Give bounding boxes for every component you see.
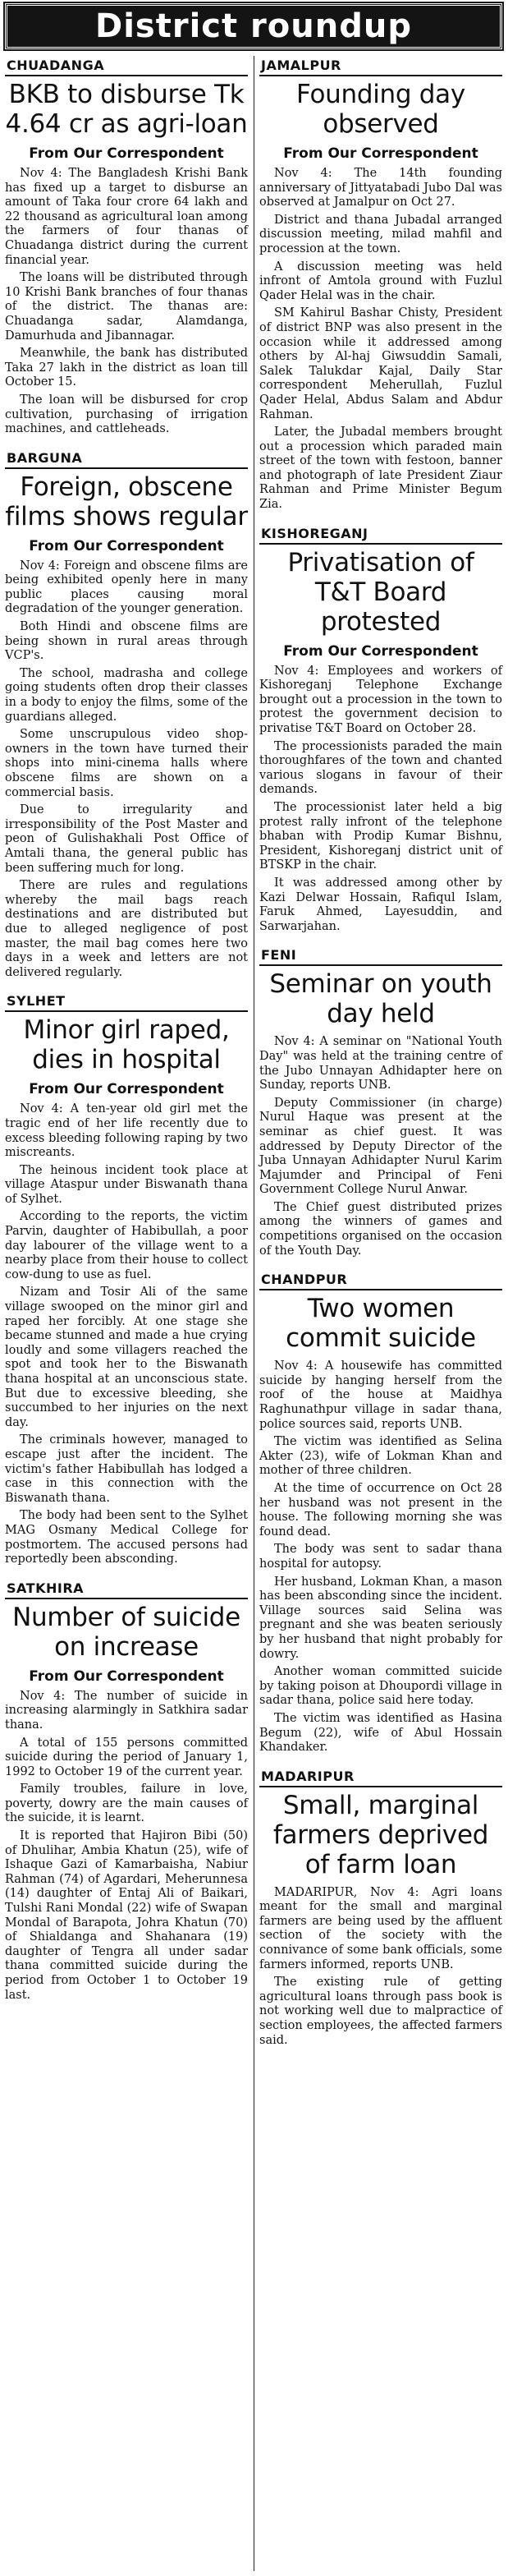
story-feni [259, 945, 502, 1258]
paragraph: SM Kahirul Bashar Chisty, President of district BNP was also present in the occasion while it addressed among others by Al-haj Giwsuddin Samali, Salek Talukdar Kajal, Daily Star correspondent Meherullah, Fuzlul Qader Helal, Abdus Salam and Abdur Rahman. [259, 306, 502, 421]
paragraph: The existing rule of getting agricultural loans through pass book is not working well due to malpractice of section employees, the affected farmers said. [259, 1976, 502, 2047]
paragraph: A discussion meeting was held infront of Amtola ground with Fuzlul Qader Helal was in the chair. [259, 260, 502, 302]
story-jamalpur [259, 56, 502, 513]
paragraph: Due to irregularity and irresponsibility of the Post Master and peon of Gulishakhali Post Office of Amtali thana, the general public has been suffering much for long. [5, 803, 248, 875]
dateline: MADARIPUR [259, 1767, 502, 1787]
headline: BKB to disburse Tk 4.64 cr as agri-loan [5, 80, 248, 139]
left-column [5, 56, 248, 2014]
dateline: FENI [259, 945, 502, 966]
paragraph: Her husband, Lokman Khan, a mason has been absconding since the incident. Village sources said Selina was pregnant and she was beaten seriously by her husband that night probably for dowry. [259, 1575, 502, 1661]
paragraph: It was addressed among other by Kazi Delwar Hossain, Rafiqul Islam, Faruk Ahmed, Layesuddin, and Sarwarjahan. [259, 876, 502, 933]
headline: Small, marginal farmers deprived of farm loan [272, 1790, 489, 1879]
dateline: SATKHIRA [5, 1579, 248, 1599]
right-column [259, 56, 502, 2059]
paragraph: According to the reports, the victim Parvin, daughter of Habibullah, a poor day labourer of the village went to a nearby place from their house to collect cow-dung to use as fuel. [5, 1210, 248, 1281]
story-satkhira [5, 1579, 248, 2003]
dateline: KISHOREGANJ [259, 524, 502, 545]
byline: From Our Correspondent [29, 537, 224, 554]
story-sylhet [5, 991, 248, 1566]
dateline: JAMALPUR [259, 56, 502, 76]
paragraph: The body was sent to sadar thana hospital for autopsy. [259, 1543, 502, 1571]
paragraph: Nov 4: A housewife has committed suicide by hanging herself from the roof of the house at Maidhya Raghunathpur village in sadar thana, police sources said, reports UNB. [259, 1359, 502, 1431]
paragraph: The loan will be disbursed for crop cultivation, purchasing of irrigation machines, and cattleheads. [5, 393, 248, 436]
paragraph: Nov 4: Foreign and obscene films are being exhibited openly here in many public places causing moral degradation of the younger generation. [5, 559, 248, 616]
paragraph: The body had been sent to the Sylhet MAG Osmany Medical College for postmortem. The accused persons had reportedly been absconding. [5, 1509, 248, 1566]
dateline: BARGUNA [5, 448, 248, 469]
paragraph: The processionists paraded the main thoroughfares of the town and chanted various slogans in favour of their demands. [259, 739, 502, 797]
headline: Privatisation of T&T Board protested [287, 547, 474, 637]
paragraph: It is reported that Hajiron Bibi (50) of Dhulihar, Ambia Khatun (25), wife of Ishaque Gazi of Kamarbaisha, Nabiur Rahman (74) of Agardari, Meherunnesa (14) daughter of Entaj Ali of Baikari, Tulshi Rani Mondal (22) wife of Swapan Mondal of Barapota, Johra Khatun (70) of Shialdanga and Shahanara (19) daughter of Tengra all under sadar thana committed suicide during the period from October 1 to October 19 last. [5, 1829, 248, 2002]
headline: Foreign, obscene films shows regular [5, 472, 248, 531]
paragraph: At the time of occurrence on Oct 28 her husband was not present in the house. The following morning she was found dead. [259, 1482, 502, 1539]
paragraph: Meanwhile, the bank has distributed Taka 27 lakh in the district as loan till October 15. [5, 347, 248, 389]
byline: From Our Correspondent [29, 1668, 224, 1685]
paragraph: Nizam and Tosir Ali of the same village swooped on the minor girl and raped her forcibly. At one stage she became stunned and made a hue crying loudly and some villagers reached the spot and took her to the Biswanath thana hospital at an unconscious state. But due to excessive bleeding, she succumbed to her injuries on the next day. [5, 1286, 248, 1429]
paragraph: Some unscrupulous video shop-owners in the town have turned their shops into mini-cinema halls where obscene films are shown on a commercial basis. [5, 728, 248, 799]
story-barguna [5, 448, 248, 981]
headline: Seminar on youth day held [269, 969, 492, 1029]
byline: From Our Correspondent [283, 642, 478, 660]
paragraph: The processionist later held a big protest rally infront of the telephone bhaban with Prodip Kumar Bishnu, President, Kishoreganj district unit of BTSKP in the chair. [259, 801, 502, 872]
paragraph: The school, madrasha and college going students often drop their classes in a body to enjoy the films, some of the guardians alleged. [5, 666, 248, 724]
paragraph: Nov 4: A ten-year old girl met the tragic end of her life recently due to excess bleeding following raping by two miscreants. [5, 1102, 248, 1160]
byline: From Our Correspondent [283, 145, 478, 162]
paragraph: The heinous incident took place at village Ataspur under Biswanath thana of Sylhet. [5, 1163, 248, 1206]
dateline: CHANDPUR [259, 1270, 502, 1290]
paragraph: A total of 155 persons committed suicide during the period of January 1, 1992 to October 19 of the current year. [5, 1736, 248, 1778]
dateline: SYLHET [5, 991, 248, 1012]
story-chandpur [259, 1270, 502, 1755]
headline: Minor girl raped, dies in hospital [23, 1015, 230, 1075]
paragraph: Nov 4: The number of suicide in increasing alarmingly in Satkhira sadar thana. [5, 1689, 248, 1732]
byline: From Our Correspondent [29, 1081, 224, 1098]
headline: Two women commit suicide [286, 1294, 476, 1354]
dateline: CHUADANGA [5, 56, 248, 76]
paragraph: There are rules and regulations whereby the mail bags reach destinations and are distributed but due to alleged negligence of post master, the mail bag comes here two days in a week and letters are not delivered regularly. [5, 879, 248, 979]
paragraph: MADARIPUR, Nov 4: Agri loans meant for the small and marginal farmers are being used by the affluent section of the society with the connivance of some bank officials, some farmers informed, reports UNB. [259, 1885, 502, 1971]
paragraph: Both Hindi and obscene films are being shown in rural areas through VCP's. [5, 620, 248, 663]
paragraph: District and thana Jubadal arranged discussion meeting, milad mahfil and procession at the town. [259, 213, 502, 255]
headline: Number of suicide on increase [12, 1602, 240, 1662]
paragraph: The Chief guest distributed prizes among the winners of games and competitions organised on the occasion of the Youth Day. [259, 1200, 502, 1258]
paragraph: Nov 4: A seminar on "National Youth Day" was held at the training centre of the Jubo Unnayan Adhidapter here on Sunday, reports UNB. [259, 1035, 502, 1092]
story-kishoreganj [259, 524, 502, 935]
paragraph: The loans will be distributed through 10 Krishi Bank branches of four thanas of the district. The thanas are: Chuadanga sadar, Alamdanga, Damurhuda and Jibannagar. [5, 271, 248, 343]
paragraph: Nov 4: Employees and workers of Kishoreganj Telephone Exchange brought out a procession in the town to protest the government decision to privatise T&T Board on October 28. [259, 664, 502, 736]
headline: Founding day observed [296, 80, 465, 139]
paragraph: Family troubles, failure in love, poverty, dowry are the main causes of the suicide, it is learnt. [5, 1782, 248, 1825]
paragraph: The criminals however, managed to escape just after the incident. The victim's father Habibullah has lodged a case in this connection with the Biswanath thana. [5, 1433, 248, 1505]
paragraph: The victim was identified as Selina Akter (23), wife of Lokman Khan and mother of three children. [259, 1435, 502, 1478]
byline: From Our Correspondent [29, 145, 224, 162]
paragraph: The victim was identified as Hasina Begum (22), wife of Abul Hossain Khandaker. [259, 1711, 502, 1755]
paragraph: Nov 4: The Bangladesh Krishi Bank has fixed up a target to disburse an amount of Taka four crore 64 lakh and 22 thousand as agricultural loan among the farmers of four thanas of Chuadanga district during the current financial year. [5, 167, 248, 267]
paragraph: Deputy Commissioner (in charge) Nurul Haque was present at the seminar as chief guest. It was addressed by Deputy Director of the Juba Unnayan Adhidapter Nurul Karim Majumder and Principal of Feni Government College Nurul Anwar. [259, 1096, 502, 1197]
page-banner: District roundup [5, 3, 502, 49]
paragraph: Another woman committed suicide by taking poison at Dhoupordi village in sadar thana, police said here today. [259, 1665, 502, 1708]
story-chuadanga [5, 56, 248, 437]
paragraph: Later, the Jubadal members brought out a procession which paraded main street of the town with festoon, banner and photograph of late President Ziaur Rahman and Prime Minister Begum Zia. [259, 426, 502, 512]
story-madaripur [259, 1767, 502, 2049]
paragraph: Nov 4: The 14th founding anniversary of Jittyatabadi Jubo Dal was observed at Jamalpur on Oct 27. [259, 167, 502, 209]
